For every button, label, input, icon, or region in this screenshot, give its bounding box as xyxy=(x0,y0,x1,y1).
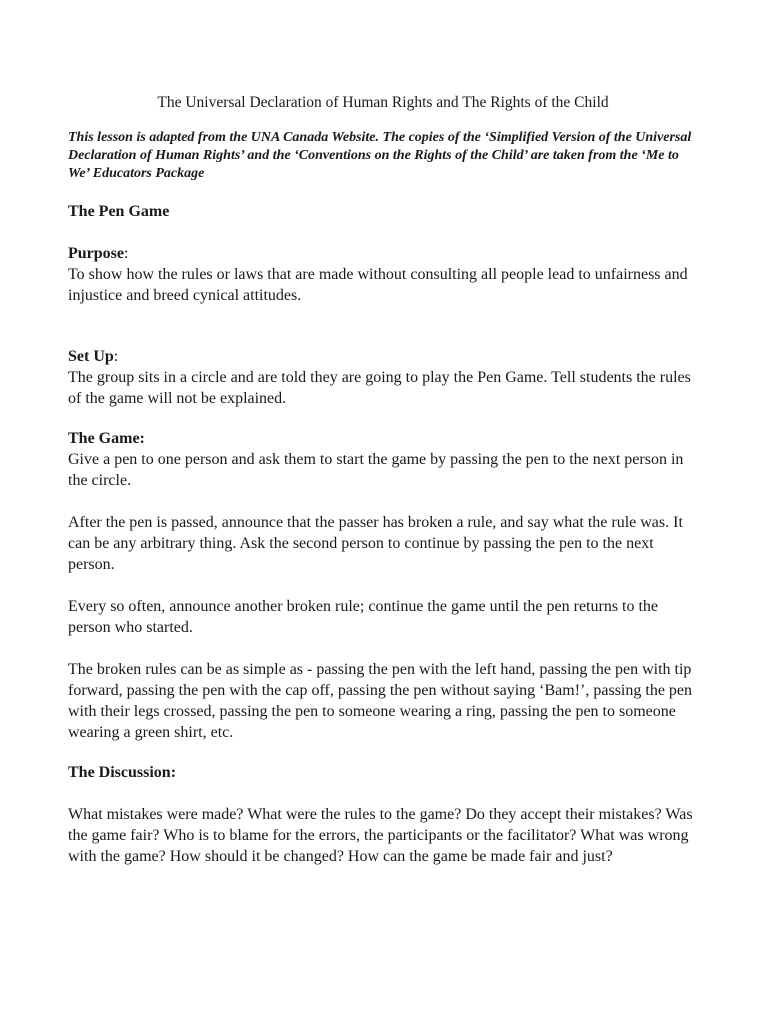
document-page xyxy=(68,93,698,867)
discussion-heading: The Discussion: xyxy=(68,764,177,781)
game-paragraph-3: Every so often, announce another broken rule; continue the game until the pen returns to the person who started. xyxy=(68,598,659,636)
setup-heading xyxy=(68,346,698,367)
setup-heading-text: Set Up xyxy=(68,348,114,365)
purpose-heading-text: Purpose xyxy=(68,245,124,262)
setup-heading-colon: : xyxy=(113,348,119,365)
intro-note: This lesson is adapted from the UNA Canada Website. The copies of the ‘Simplified Version of the Universal Declaration of Human Rights’ and the ‘Conventions on the Rights of the Child’ are taken from the ‘Me to We’ Educators Package xyxy=(68,130,692,181)
game-paragraph-2: After the pen is passed, announce that the passer has broken a rule, and say what the rule was. It can be any arbitrary thing. Ask the second person to continue by passing the pen to the next person. xyxy=(68,514,683,573)
game-title: The Pen Game xyxy=(68,203,170,220)
discussion-text: What mistakes were made? What were the rules to the game? Do they accept their mistakes? Was the game fair? Who is to blame for the errors, the participants or the facilitator? What was wrong with the game? How should it be changed? How can the game be made fair and just? xyxy=(68,806,693,865)
setup-text: The group sits in a circle and are told they are going to play the Pen Game. Tell students the rules of the game will not be explained. xyxy=(68,369,691,407)
purpose-heading-colon: : xyxy=(124,245,129,262)
purpose-heading xyxy=(68,243,698,264)
document-title: The Universal Declaration of Human Rights and The Rights of the Child xyxy=(157,94,609,111)
game-paragraph-4: The broken rules can be as simple as - passing the pen with the left hand, passing the pen with tip forward, passing the pen with the cap off, passing the pen without saying ‘Bam!’, passing the pen with their legs crossed, passing the pen to someone wearing a ring, passing the pen to someone wearing a green shirt, etc. xyxy=(68,661,693,741)
game-heading: The Game: xyxy=(68,430,145,447)
game-paragraph-1: Give a pen to one person and ask them to start the game by passing the pen to the next person in the circle. xyxy=(68,451,684,489)
purpose-text: To show how the rules or laws that are made without consulting all people lead to unfairness and injustice and breed cynical attitudes. xyxy=(68,266,688,304)
